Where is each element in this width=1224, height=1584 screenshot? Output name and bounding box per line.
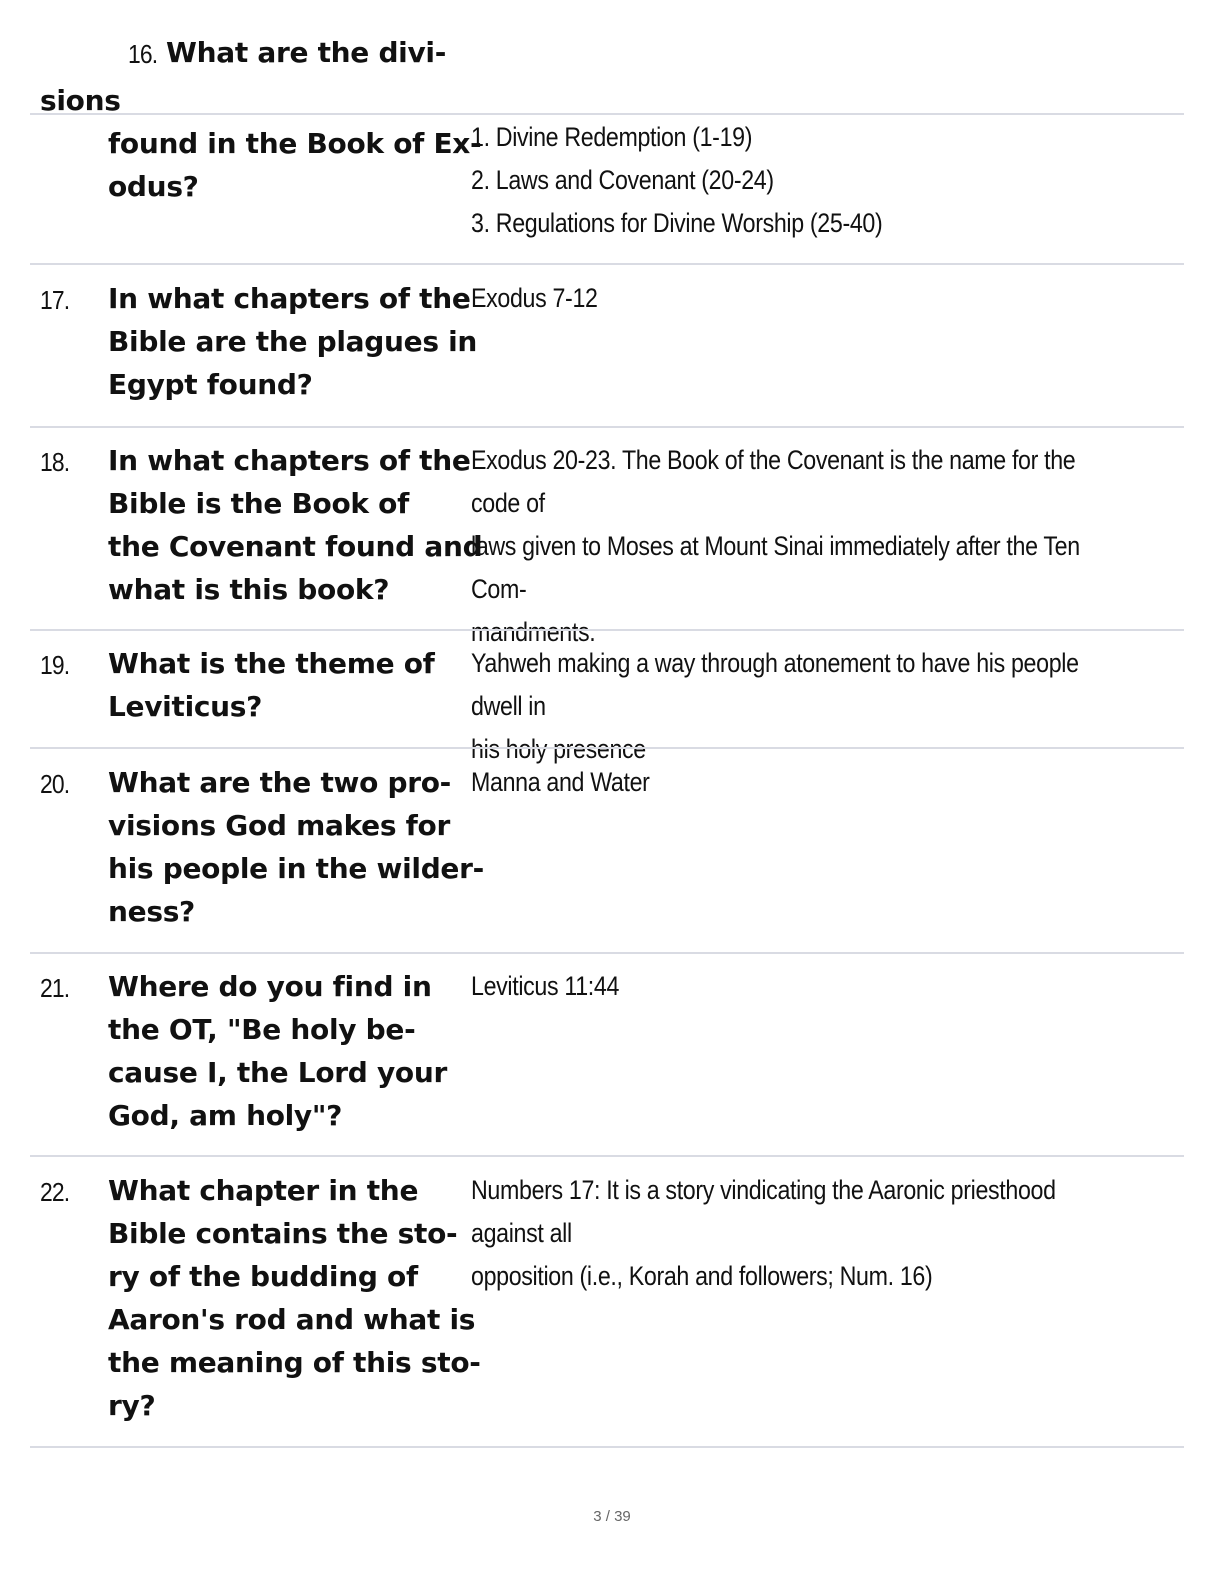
page-number: 3 / 39 xyxy=(593,1508,631,1525)
question-16-line-2: sions xyxy=(40,84,121,117)
answer-19: Yahweh making a way through atonement to have his people dwell in his holy presence xyxy=(471,648,1079,764)
row-divider xyxy=(30,113,1184,115)
question-number-16: 16. xyxy=(128,39,158,69)
row-divider xyxy=(30,426,1184,428)
question-20-text: What are the two pro- visions God makes for his people in the wilder- ness? xyxy=(108,766,484,928)
question-22-text: What chapter in the Bible contains the sto- ry of the budding of Aaron's rod and what is the meaning of this sto- ry? xyxy=(108,1174,481,1422)
question-number-22: 22. xyxy=(40,1177,70,1207)
answer-22: Numbers 17: It is a story vindicating the Aaronic priesthood against all opposition (i.e., Korah and followers; Num. 16) xyxy=(471,1175,1056,1291)
answer-20: Manna and Water xyxy=(471,767,650,797)
question-number-17: 17. xyxy=(40,285,70,315)
row-divider xyxy=(30,263,1184,265)
question-18-text: In what chapters of the Bible is the Book of the Covenant found and what is this book? xyxy=(108,444,483,606)
question-number-21: 21. xyxy=(40,973,70,1003)
row-divider xyxy=(30,629,1184,631)
question-number-18: 18. xyxy=(40,447,70,477)
question-19-text: What is the theme of Leviticus? xyxy=(108,647,435,723)
question-number-20: 20. xyxy=(40,769,70,799)
question-16-text: found in the Book of Ex- odus? xyxy=(108,127,482,203)
question-number-19: 19. xyxy=(40,650,70,680)
row-divider xyxy=(30,747,1184,749)
answer-17: Exodus 7-12 xyxy=(471,283,598,313)
row-divider xyxy=(30,1446,1184,1448)
question-21-text: Where do you find in the OT, "Be holy be- cause I, the Lord your God, am holy"? xyxy=(108,970,447,1132)
answer-16: 1. Divine Redemption (1-19) 2. Laws and Covenant (20-24) 3. Regulations for Divine Worship (25-40) xyxy=(471,122,883,238)
question-16-line-1: What are the divi- xyxy=(166,36,447,69)
row-divider xyxy=(30,1155,1184,1157)
answer-21: Leviticus 11:44 xyxy=(471,971,620,1001)
row-divider xyxy=(30,952,1184,954)
question-17-text: In what chapters of the Bible are the plagues in Egypt found? xyxy=(108,282,478,401)
answer-18: Exodus 20-23. The Book of the Covenant is the name for the code of laws given to Moses at Mount Sinai immediately after the Ten Com- mandments. xyxy=(471,445,1080,647)
